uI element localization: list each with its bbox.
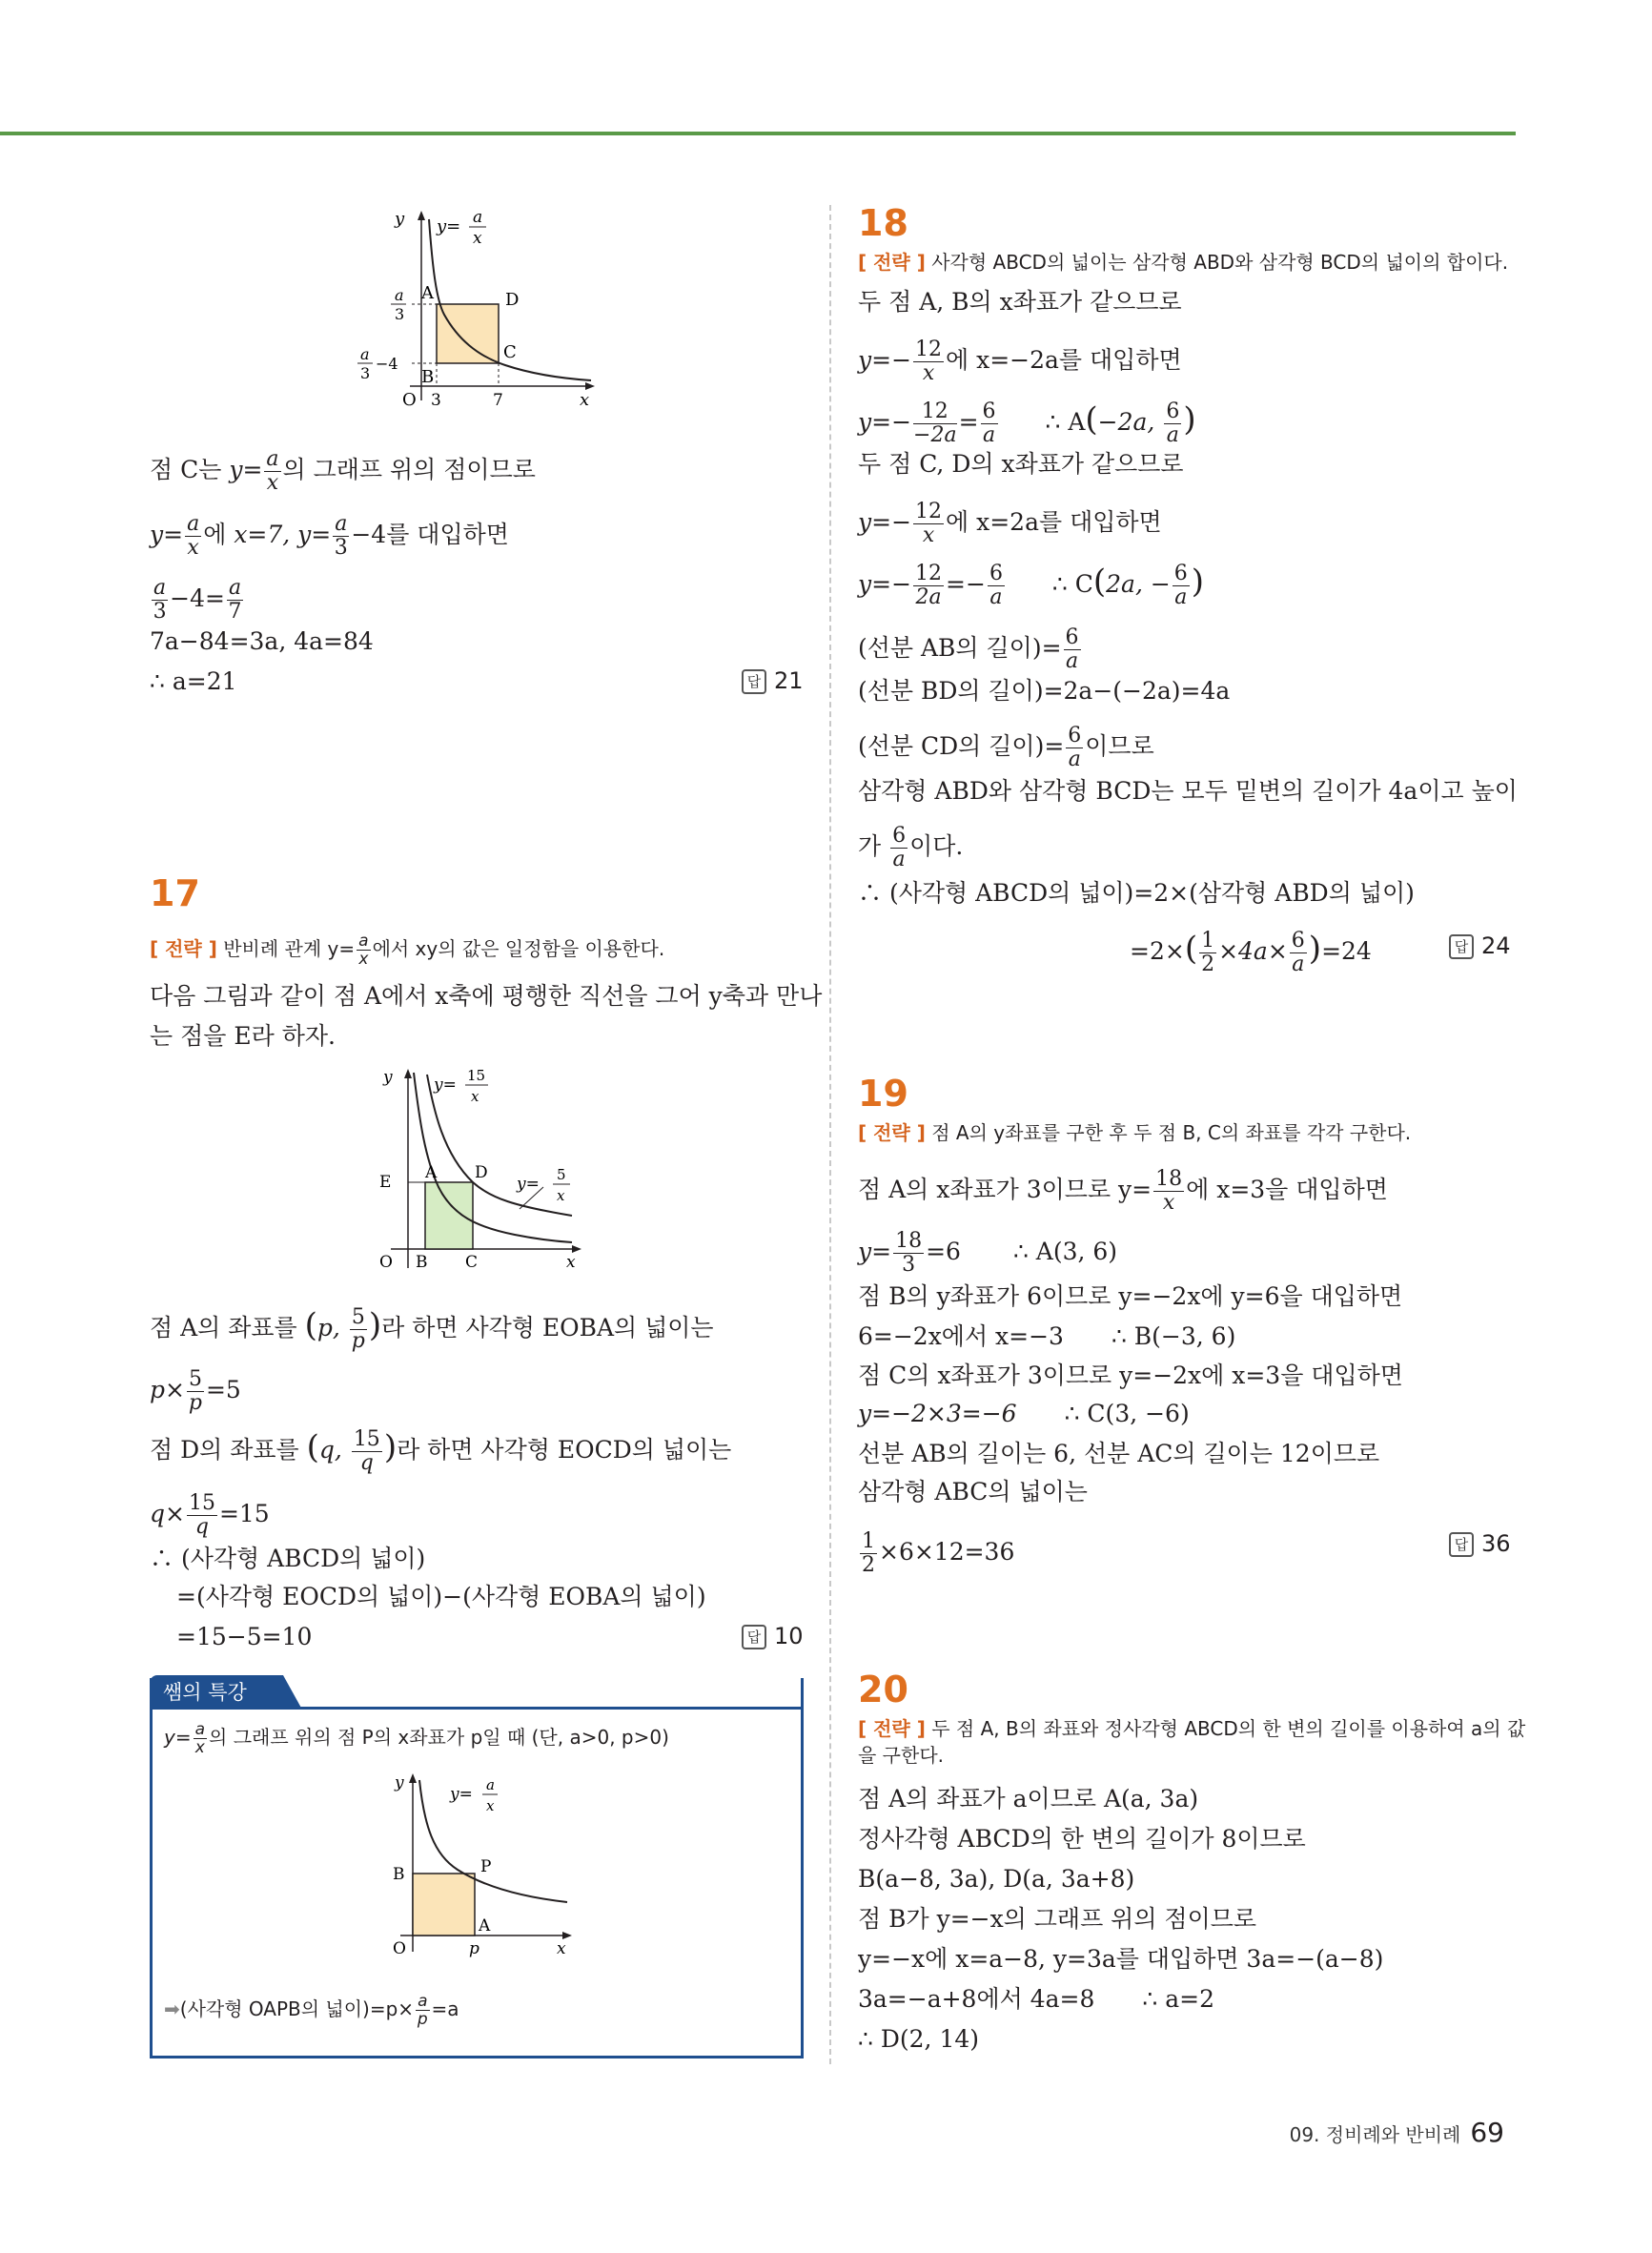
q18-line-12: ∴ (사각형 ABCD의 넓이)=2×(삼각형 ABD의 넓이) [858, 879, 1415, 907]
tip-result: ➡(사각형 OAPB의 넓이)=p× $\frac{a}{p}$ =a [164, 1992, 459, 2029]
q19-strategy: [ 전략 ] 점 A의 y좌표를 구한 후 두 점 B, C의 좌표를 각각 구한다. [858, 1121, 1412, 1144]
answer-icon: 답 [742, 669, 766, 694]
point-d-label: D [505, 290, 520, 310]
q17-line-5: ∴ (사각형 ABCD의 넓이) [150, 1545, 426, 1572]
q19-answer: 답 36 [1449, 1530, 1511, 1557]
axis-y-label: y [395, 209, 405, 229]
tick-x-3: 3 [431, 391, 441, 410]
q18-strategy: [ 전략 ] 사각형 ABCD의 넓이는 삼각형 ABD와 삼각형 BCD의 넓이의 합이다. [858, 251, 1509, 274]
q17-para-1: 다음 그림과 같이 점 A에서 x축에 평행한 직선을 그어 y축과 만나 [150, 982, 823, 1010]
tip-box-header: 쌤의 특강 [150, 1675, 283, 1710]
curve1-eq-den: x [471, 1088, 479, 1105]
question-number-17: 17 [150, 872, 200, 914]
q17-strategy: [ 전략 ] 반비례 관계 y= $\frac{a}{x}$ 에서 xy의 값은 일정함을 이용한다. [150, 932, 665, 969]
origin-label: O [402, 390, 417, 410]
q18-line-8: (선분 BD의 길이)=2a−(−2a)=4a [858, 677, 1231, 705]
point-c-label: C [503, 342, 517, 362]
prev-line-1: 점 C는 y= $\frac{a}{x}$ 의 그래프 위의 점이므로 [150, 447, 536, 495]
point-b-label: B [416, 1253, 428, 1272]
q19-line-3: 점 B의 y좌표가 6이므로 y=−2x에 y=6을 대입하면 [858, 1282, 1403, 1310]
curve2-eq-label: y= [517, 1175, 540, 1194]
chapter-title: 09. 정비례와 반비례 [1289, 2123, 1461, 2146]
q19-line-6: y=−2×3=−6 ∴ C(3, −6) [858, 1400, 1190, 1427]
q17-line-7: =15−5=10 [176, 1623, 313, 1650]
point-d-label: D [475, 1163, 488, 1182]
header-rule [0, 132, 1516, 135]
curve-eq-den: x [473, 229, 482, 248]
q18-line-4: 두 점 C, D의 x좌표가 같으므로 [858, 450, 1184, 478]
q17-para-2: 는 점을 E라 하자. [150, 1022, 336, 1050]
point-a-label: A [421, 283, 434, 303]
q17-answer: 답 10 [742, 1623, 804, 1649]
q18-answer: 답 24 [1449, 932, 1511, 959]
axis-x-label: x [580, 390, 590, 410]
origin-label: O [393, 1939, 406, 1958]
graph-prev-problem [353, 205, 605, 420]
tick-y2-den: 3 [360, 364, 371, 382]
graph-tip [381, 1769, 581, 1959]
q17-line-6: =(사각형 EOCD의 넓이)−(사각형 EOBA의 넓이) [176, 1583, 706, 1610]
point-a-label: A [425, 1163, 438, 1182]
graph-q17 [372, 1063, 591, 1273]
q20-line-5: y=−x에 x=a−8, y=3a를 대입하면 3a=−(a−8) [858, 1945, 1384, 1973]
curve-eq-label: y= [437, 216, 461, 236]
axis-y-label: y [383, 1068, 393, 1087]
q17-line-1: 점 A의 좌표를 (p, $\frac{5}{p}$ )라 하면 사각형 EOBA의 넓이는 [150, 1305, 714, 1353]
tick-y1-num: a [395, 286, 404, 304]
q18-line-6: y=− $\frac{12}{2a}$ =− $\frac{6}{a}$ ∴ C(2a, − $\frac{6}{a}$ ) [858, 562, 1205, 609]
q19-line-2: y= $\frac{18}{3}$ =6 ∴ A(3, 6) [858, 1229, 1118, 1277]
curve-eq-num: a [486, 1776, 495, 1793]
q20-strategy-1: [ 전략 ] 두 점 A, B의 좌표와 정사각형 ABCD의 한 변의 길이를 이용하여 a의 값 [858, 1717, 1526, 1740]
curve1-eq-num: 15 [467, 1067, 486, 1084]
q17-line-4: q× $\frac{15}{q}$ =15 [150, 1491, 270, 1539]
q17-line-3: 점 D의 좌표를 (q, $\frac{15}{q}$ )라 하면 사각형 EOCD의 넓이는 [150, 1427, 732, 1475]
prev-line-4: 7a−84=3a, 4a=84 [150, 627, 374, 655]
q18-line-9: (선분 CD의 길이)= $\frac{6}{a}$ 이므로 [858, 724, 1154, 771]
q20-strategy-2: 을 구한다. [858, 1744, 944, 1767]
q17-line-2: p× $\frac{5}{p}$ =5 [150, 1367, 241, 1415]
tick-y2-offset: −4 [376, 355, 398, 373]
q19-line-7: 선분 AB의 길이는 6, 선분 AC의 길이는 12이므로 [858, 1440, 1380, 1467]
curve-eq-num: a [473, 208, 483, 227]
arrow-right-icon: ➡ [164, 1997, 180, 2020]
q18-line-10: 삼각형 ABD와 삼각형 BCD는 모두 밑변의 길이가 4a이고 높이 [858, 777, 1518, 805]
axis-x-label: x [566, 1253, 576, 1272]
curve2-eq-den: x [557, 1187, 565, 1204]
column-divider [829, 205, 831, 2064]
q19-line-8: 삼각형 ABC의 넓이는 [858, 1478, 1088, 1505]
point-b-label: B [421, 367, 435, 387]
question-number-18: 18 [858, 202, 908, 244]
q18-line-2: y=− $\frac{12}{x}$ 에 x=−2a를 대입하면 [858, 338, 1182, 385]
curve-eq-label: y= [450, 1785, 473, 1804]
q20-line-7: ∴ D(2, 14) [858, 2025, 980, 2053]
curve1-eq-label: y= [434, 1075, 457, 1095]
curve2-eq-num: 5 [557, 1166, 566, 1183]
q20-line-3: B(a−8, 3a), D(a, 3a+8) [858, 1865, 1135, 1893]
prev-line-3: $\frac{a}{3}$ −4= $\frac{a}{7}$ [153, 576, 242, 624]
answer-icon: 답 [1449, 934, 1474, 959]
tick-y1-den: 3 [395, 305, 405, 323]
axis-y-label: y [395, 1773, 404, 1792]
q19-line-9: $\frac{1}{2}$ ×6×12=36 [862, 1529, 1015, 1577]
tick-x-7: 7 [493, 391, 503, 410]
point-a-label: A [479, 1916, 491, 1936]
tick-p-label: p [469, 1939, 479, 1958]
q18-line-11: 가 $\frac{6}{a}$ 이다. [858, 824, 964, 871]
tip-statement: y= $\frac{a}{x}$ 의 그래프 위의 점 P의 x좌표가 p일 때 (단, a>0, p>0) [164, 1720, 669, 1757]
answer-icon: 답 [742, 1625, 766, 1649]
q19-line-1: 점 A의 x좌표가 3이므로 y= $\frac{18}{x}$ 에 x=3을 대입하면 [858, 1167, 1388, 1215]
page-footer [1290, 2117, 1504, 2148]
answer-icon: 답 [1449, 1532, 1474, 1557]
q20-line-6: 3a=−a+8에서 4a=8 ∴ a=2 [858, 1985, 1214, 2013]
page-number: 69 [1470, 2117, 1504, 2148]
question-number-20: 20 [858, 1669, 908, 1710]
q20-line-2: 정사각형 ABCD의 한 변의 길이가 8이므로 [858, 1825, 1306, 1853]
q18-line-7: (선분 AB의 길이)= $\frac{6}{a}$ [858, 625, 1079, 673]
q18-line-3: y=− $\frac{12}{-2a}$ = $\frac{6}{a}$ ∴ A(−2a, $\frac{6}{a}$ ) [858, 399, 1196, 447]
axis-x-label: x [557, 1939, 566, 1958]
tick-y2-num: a [360, 345, 370, 363]
q18-line-5: y=− $\frac{12}{x}$ 에 x=2a를 대입하면 [858, 500, 1162, 547]
point-c-label: C [465, 1253, 479, 1272]
q19-line-5: 점 C의 x좌표가 3이므로 y=−2x에 x=3을 대입하면 [858, 1362, 1403, 1389]
q18-line-13: =2×( $\frac{1}{2}$ ×4a× $\frac{6}{a}$ )=24 [1130, 929, 1372, 976]
q19-line-4: 6=−2x에서 x=−3 ∴ B(−3, 6) [858, 1322, 1236, 1350]
origin-label: O [379, 1253, 393, 1272]
prev-line-2: y= $\frac{a}{x}$ 에 x=7, y= $\frac{a}{3}$ −4를 대입하면 [150, 512, 509, 560]
prev-line-5: ∴ a=21 [150, 667, 237, 695]
q20-line-4: 점 B가 y=−x의 그래프 위의 점이므로 [858, 1905, 1257, 1933]
q18-line-1: 두 점 A, B의 x좌표가 같으므로 [858, 288, 1182, 316]
point-e-label: E [379, 1173, 392, 1192]
question-number-19: 19 [858, 1073, 908, 1115]
curve-eq-den: x [486, 1797, 495, 1814]
q20-line-1: 점 A의 좌표가 a이므로 A(a, 3a) [858, 1785, 1199, 1813]
prev-answer: 답 21 [742, 667, 804, 694]
point-p-label: P [480, 1857, 492, 1876]
point-b-label: B [393, 1865, 405, 1884]
